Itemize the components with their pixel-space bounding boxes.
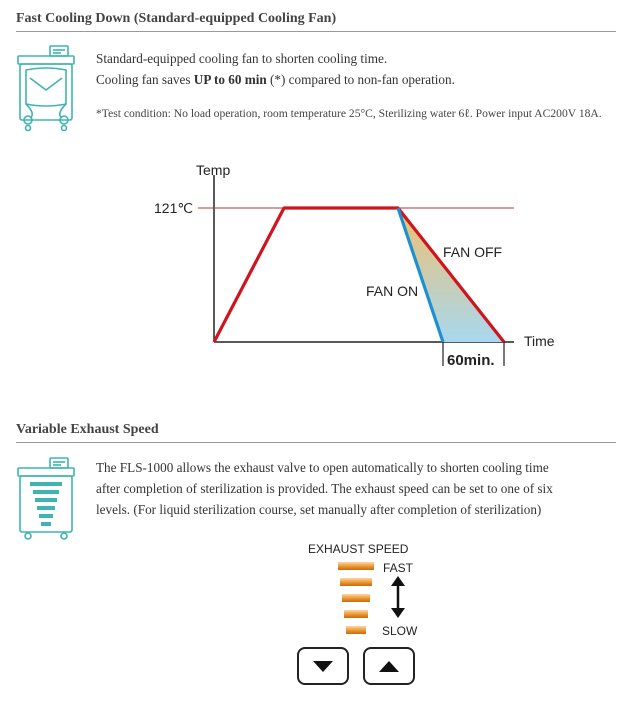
saving-60min-label: 60min. [447,352,495,369]
slow-label: SLOW [382,624,418,638]
speed-down-button[interactable] [297,647,349,685]
speed-level-4 [342,594,370,602]
speed-level-5 [340,578,372,586]
exhaust-para-line-1: The FLS-1000 allows the exhaust valve to open automatically to shorten cooling time [96,460,549,475]
speed-up-button[interactable] [363,647,415,685]
cooling-fan-line-1: Standard-equipped cooling fan to shorten cooling time. [96,51,388,66]
section-divider [16,31,616,32]
autoclave-exhaust-icon [16,456,78,547]
exhaust-speed-title: EXHAUST SPEED [308,542,409,556]
exhaust-para-line-3: levels. (For liquid sterilization course, set manually after completion of sterilization) [96,502,542,517]
autoclave-fan-icon [16,44,78,137]
cooling-fan-line-2-suffix: (*) compared to non-fan operation. [266,72,455,87]
triangle-up-icon [365,649,413,683]
cooling-fan-saving-bold: UP to 60 min [193,72,267,87]
section-divider [16,442,616,443]
cooling-fan-line-2 [96,69,455,90]
triangle-down-icon [299,649,347,683]
speed-level-3 [344,610,368,618]
cooling-fan-line-2-prefix: Cooling fan saves [96,72,194,87]
speed-level-2 [346,626,366,634]
fan-on-label: FAN ON [366,283,419,299]
cooling-curve-chart [140,155,560,375]
exhaust-para-line-2: after completion of sterilization is provided. The exhaust speed can be set to one of six [96,481,553,496]
test-condition-note: *Test condition: No load operation, room temperature 25°C, Sterilizing water 6ℓ. Power input AC200V 18A. [96,107,602,120]
up-down-arrow-icon [391,576,405,618]
fan-off-label: FAN OFF [443,244,503,260]
section-title-exhaust-speed: Variable Exhaust Speed [16,422,159,437]
speed-level-6 [338,562,374,570]
fast-label: FAST [383,561,414,575]
exhaust-speed-indicator [296,538,436,643]
temp-121-label: 121℃ [154,200,194,216]
section-title-fast-cooling: Fast Cooling Down (Standard-equipped Cooling Fan) [16,11,337,26]
y-axis-label: Temp [196,162,231,178]
x-axis-label: Time [524,333,555,349]
